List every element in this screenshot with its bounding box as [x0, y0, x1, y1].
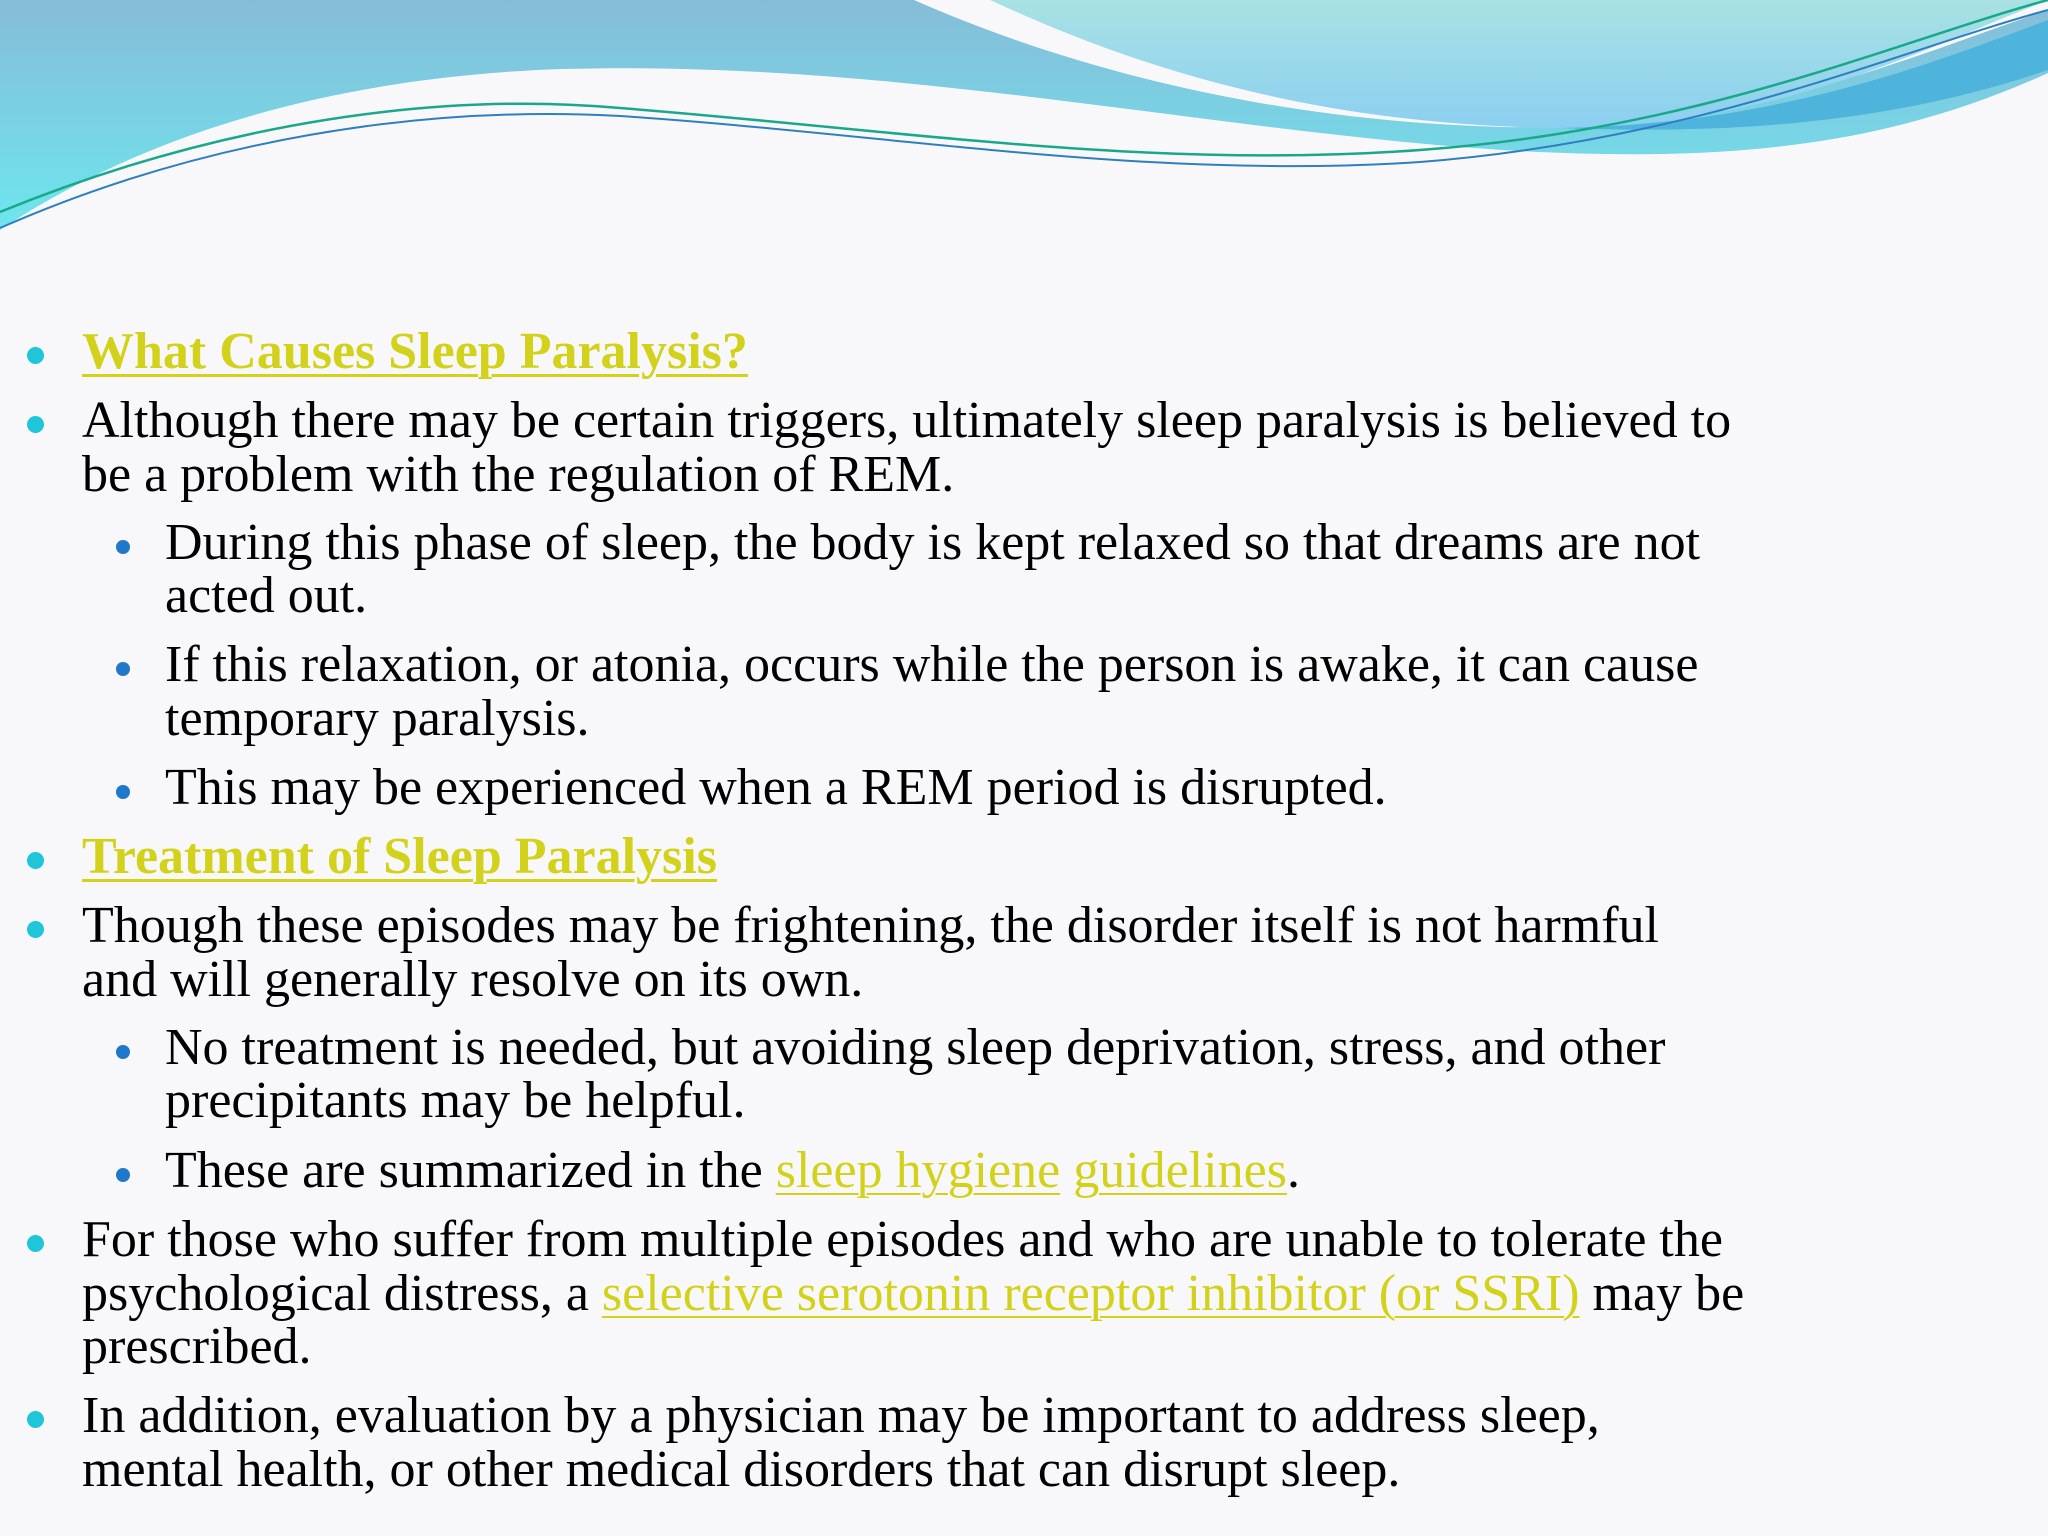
guidelines-link[interactable]: guidelines: [1073, 1142, 1287, 1199]
paragraph-line: Although there may be certain triggers, ultimately sleep paralysis is believed to: [82, 392, 1732, 449]
paragraph-line: No treatment is needed, but avoiding sleep deprivation, stress, and other: [165, 1019, 1666, 1076]
paragraph-line: mental health, or other medical disorders that can disrupt sleep.: [82, 1441, 1401, 1498]
paragraph-line: acted out.: [165, 567, 368, 624]
sub-bullet-icon: [116, 662, 130, 676]
bullet-icon: [27, 852, 44, 869]
bullet-icon: [27, 921, 44, 938]
decorative-wave-header: [0, 0, 2048, 260]
paragraph-line: temporary paralysis.: [165, 690, 590, 747]
text: These are summarized in the: [165, 1142, 776, 1199]
sub-bullet-icon: [116, 1045, 130, 1059]
paragraph-line: [165, 1141, 1300, 1201]
sleep-hygiene-link[interactable]: sleep hygiene: [775, 1142, 1061, 1199]
paragraph-line: and will generally resolve on its own.: [82, 951, 864, 1008]
paragraph-line: During this phase of sleep, the body is kept relaxed so that dreams are not: [165, 514, 1701, 571]
text: psychological distress, a: [82, 1265, 602, 1322]
bullet-icon: [27, 347, 44, 364]
heading-treatment[interactable]: Treatment of Sleep Paralysis: [82, 828, 717, 885]
sub-bullet-icon: [116, 785, 130, 799]
text: may be: [1579, 1265, 1745, 1322]
paragraph-line: be a problem with the regulation of REM.: [82, 446, 955, 503]
paragraph-line: prescribed.: [82, 1318, 312, 1375]
paragraph-line: This may be experienced when a REM period is disrupted.: [165, 759, 1387, 816]
sub-bullet-icon: [116, 540, 130, 554]
bullet-icon: [27, 416, 44, 433]
bullet-icon: [27, 1411, 44, 1428]
paragraph-line: Though these episodes may be frightening, the disorder itself is not harmful: [82, 897, 1659, 954]
ssri-link[interactable]: selective serotonin receptor inhibitor (or SSRI): [601, 1265, 1580, 1322]
bullet-icon: [27, 1235, 44, 1252]
paragraph-line: For those who suffer from multiple episodes and who are unable to tolerate the: [82, 1211, 1723, 1268]
heading-what-causes[interactable]: What Causes Sleep Paralysis?: [82, 323, 748, 380]
sub-bullet-icon: [116, 1168, 130, 1182]
paragraph-line: precipitants may be helpful.: [165, 1072, 746, 1129]
paragraph-line: [82, 1264, 1744, 1324]
paragraph-line: In addition, evaluation by a physician may be important to address sleep,: [82, 1387, 1600, 1444]
text: .: [1286, 1142, 1300, 1199]
paragraph-line: If this relaxation, or atonia, occurs while the person is awake, it can cause: [165, 636, 1699, 693]
